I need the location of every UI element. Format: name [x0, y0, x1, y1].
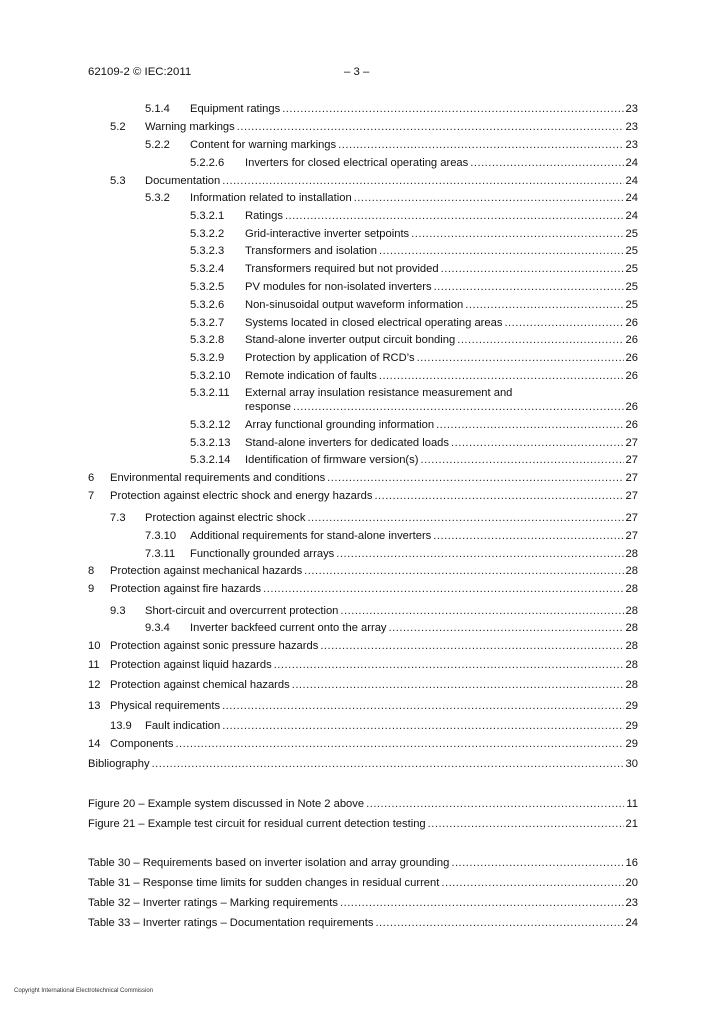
toc-entry[interactable]: [88, 488, 638, 504]
toc-entry-page: 23: [625, 139, 638, 151]
toc-entry-page: 29: [625, 720, 638, 732]
toc-entry-title: Content for warning markings: [190, 139, 337, 151]
leader-dots: [433, 528, 623, 544]
toc-entry-number: 5.3.2.8: [190, 334, 225, 346]
toc-entry-title: Warning markings: [145, 121, 235, 133]
leader-dots: [504, 315, 623, 331]
leader-dots: [237, 119, 624, 135]
toc-entry[interactable]: [145, 137, 638, 153]
toc-entry-title: Grid-interactive inverter setpoints: [245, 228, 410, 240]
leader-dots: [465, 297, 623, 313]
leader-dots: [320, 638, 623, 654]
toc-entry-number: 10: [88, 640, 101, 652]
toc-entry[interactable]: [110, 718, 638, 734]
toc-entry-page: 29: [625, 700, 638, 712]
toc-entry[interactable]: [110, 510, 638, 526]
toc-entry-page: 27: [625, 512, 638, 524]
leader-dots: [441, 875, 623, 891]
leader-dots: [263, 581, 623, 597]
toc-entry-page: 26: [625, 419, 638, 431]
toc-entry-page: 28: [625, 622, 638, 634]
toc-entry-page: 26: [625, 317, 638, 329]
leader-dots: [175, 736, 623, 752]
toc-entry-page: 28: [625, 583, 638, 595]
leader-dots: [411, 226, 623, 242]
toc-entry-number: 5.3.2.6: [190, 299, 225, 311]
toc-entry-title: Protection against sonic pressure hazards: [110, 640, 319, 652]
toc-entry-page: 30: [625, 758, 638, 770]
toc-entry[interactable]: [88, 563, 638, 579]
toc-entry-page: 24: [625, 210, 638, 222]
toc-entry-title: Figure 20 – Example system discussed in Note 2 above: [88, 798, 365, 810]
leader-dots: [340, 895, 624, 911]
leader-dots: [366, 796, 624, 812]
toc-entry-number: 8: [88, 565, 95, 577]
leader-dots: [152, 756, 624, 772]
toc-entry-title: Transformers and isolation: [245, 245, 378, 257]
toc-entry-title: Documentation: [145, 175, 221, 187]
toc-entry-number: 6: [88, 472, 95, 484]
toc-entry-title: Functionally grounded arrays: [190, 548, 335, 560]
toc-entry-page: 24: [625, 917, 638, 929]
toc-entry[interactable]: [190, 435, 638, 451]
toc-entry[interactable]: [88, 915, 638, 931]
toc-entry-number: 11: [88, 659, 100, 671]
toc-entry-title: Components: [110, 738, 174, 750]
toc-entry-page: 16: [625, 857, 638, 869]
toc-entry[interactable]: [145, 528, 638, 544]
toc-entry-page: 28: [625, 640, 638, 652]
document-id: 62109-2 © IEC:2011: [88, 66, 192, 78]
toc-entry-title: Physical requirements: [110, 700, 221, 712]
toc-entry-page: 27: [625, 437, 638, 449]
toc-entry-number: 5.2.2.6: [190, 157, 225, 169]
toc-entry-number: 9: [88, 583, 95, 595]
toc-entry-page: 20: [625, 877, 638, 889]
toc-entry-number: 5.3.2.7: [190, 317, 225, 329]
toc-entry-number: 14: [88, 738, 101, 750]
toc-entry-number: 7.3.10: [145, 530, 177, 542]
toc-entry-title: response: [245, 401, 292, 413]
leader-dots: [340, 603, 623, 619]
toc-entry-page: 27: [625, 454, 638, 466]
toc-entry[interactable]: [88, 698, 638, 714]
leader-dots: [336, 546, 623, 562]
toc-entry-page: 26: [625, 334, 638, 346]
toc-entry[interactable]: [190, 452, 638, 468]
toc-entry-number: 13: [88, 700, 101, 712]
toc-entry-title: Protection against electric shock: [145, 512, 306, 524]
toc-entry[interactable]: [110, 173, 638, 189]
toc-entry-title: Remote indication of faults: [245, 370, 377, 382]
toc-entry-page: 23: [625, 121, 638, 133]
toc-entry-page: 25: [625, 263, 638, 275]
toc-entry[interactable]: [88, 816, 638, 832]
toc-entry-number: 5.3.2.2: [190, 228, 225, 240]
leader-dots: [451, 435, 624, 451]
toc-entry-page: 26: [625, 401, 638, 413]
toc-entry-title: Array functional grounding information: [245, 419, 435, 431]
toc-entry-number: 7.3: [110, 512, 126, 524]
toc-entry-number: 5.3.2.5: [190, 281, 225, 293]
leader-dots: [389, 620, 624, 636]
leader-dots: [293, 399, 624, 415]
leader-dots: [457, 332, 623, 348]
toc-entry-title: Equipment ratings: [190, 103, 281, 115]
toc-entry-title: Protection against electric shock and energy hazards: [110, 490, 373, 502]
toc-entry-title: Information related to installation: [190, 192, 352, 204]
toc-entry-title: Protection against mechanical hazards: [110, 565, 303, 577]
toc-entry[interactable]: [190, 297, 638, 313]
toc-entry-page: 28: [625, 565, 638, 577]
toc-entry-number: 5.1.4: [145, 103, 170, 115]
toc-entry[interactable]: [88, 638, 638, 654]
toc-entry-number: 5.3.2.1: [190, 210, 225, 222]
toc-entry-number: 5.3.2.3: [190, 245, 225, 257]
leader-dots: [436, 417, 623, 433]
leader-dots: [374, 488, 623, 504]
toc-entry-number: 12: [88, 679, 101, 691]
toc-entry-title: Environmental requirements and conditions: [110, 472, 326, 484]
toc-entry[interactable]: [88, 581, 638, 597]
toc-entry-page: 28: [625, 679, 638, 691]
toc-entry-number: 13.9: [110, 720, 132, 732]
toc-entry-number: 5.3.2: [145, 192, 170, 204]
toc-entry-page: 23: [625, 103, 638, 115]
leader-dots: [451, 855, 623, 871]
leader-dots: [282, 101, 623, 117]
toc-entry-title: Systems located in closed electrical operating areas: [245, 317, 503, 329]
toc-entry-page: 11: [626, 798, 638, 810]
toc-entry[interactable]: [110, 603, 638, 619]
leader-dots: [354, 190, 624, 206]
toc-entry-page: 26: [625, 352, 638, 364]
toc-entry-title: Table 33 – Inverter ratings – Documentation requirements: [88, 917, 374, 929]
toc-entry-number: 5.3: [110, 175, 126, 187]
toc-entry[interactable]: [88, 796, 638, 812]
toc-entry[interactable]: [88, 756, 638, 772]
toc-entry[interactable]: [110, 119, 638, 135]
toc-entry-title: Table 31 – Response time limits for sudden changes in residual current: [88, 877, 440, 889]
toc-entry-number: 5.2.2: [145, 139, 170, 151]
toc-entry[interactable]: [88, 677, 638, 693]
leader-dots: [428, 816, 624, 832]
toc-entry-page: 24: [625, 175, 638, 187]
leader-dots: [222, 718, 623, 734]
leader-dots: [222, 698, 623, 714]
toc-entry-title: Stand-alone inverter output circuit bonding: [245, 334, 456, 346]
toc-entry-number: 7.3.11: [145, 548, 176, 560]
leader-dots: [441, 261, 624, 277]
toc-entry[interactable]: [88, 657, 638, 673]
toc-entry-number: 5.3.2.11: [190, 387, 230, 399]
toc-entry-page: 28: [625, 659, 638, 671]
toc-entry-page: 23: [625, 897, 638, 909]
toc-entry-title: Protection by application of RCD’s: [245, 352, 415, 364]
toc-entry-number: 5.3.2.12: [190, 419, 231, 431]
toc-entry[interactable]: [190, 208, 638, 224]
leader-dots: [470, 155, 623, 171]
leader-dots: [274, 657, 624, 673]
leader-dots: [420, 452, 623, 468]
toc-entry-page: 26: [625, 370, 638, 382]
toc-entry-number: 5.3.2.9: [190, 352, 225, 364]
toc-entry-page: 27: [625, 490, 638, 502]
leader-dots: [307, 510, 623, 526]
toc-entry-number: 5.3.2.14: [190, 454, 231, 466]
toc-entry[interactable]: [190, 350, 638, 366]
toc-entry[interactable]: [245, 399, 638, 415]
toc-entry-page: 24: [625, 157, 638, 169]
toc-entry-page: 25: [625, 228, 638, 240]
toc-entry-title: Table 32 – Inverter ratings – Marking requirements: [88, 897, 338, 909]
toc-entry[interactable]: [190, 243, 638, 259]
toc-entry[interactable]: [190, 155, 638, 171]
toc-entry[interactable]: [190, 368, 638, 384]
leader-dots: [417, 350, 624, 366]
toc-entry[interactable]: [88, 855, 638, 871]
toc-entry-title: Additional requirements for stand-alone inverters: [190, 530, 432, 542]
toc-entry-title: Fault indication: [145, 720, 221, 732]
toc-entry[interactable]: [145, 101, 638, 117]
toc-entry-title: Ratings: [245, 210, 283, 222]
toc-entry-title: Inverter backfeed current onto the array: [190, 622, 387, 634]
toc-entry-page: 28: [625, 605, 638, 617]
leader-dots: [304, 563, 623, 579]
toc-entry[interactable]: [145, 546, 638, 562]
toc-entry-title: Transformers required but not provided: [245, 263, 439, 275]
leader-dots: [292, 677, 624, 693]
page-number: – 3 –: [344, 66, 370, 78]
toc-entry[interactable]: [190, 226, 638, 242]
toc-entry-title: Bibliography: [88, 758, 150, 770]
toc-entry-number: 9.3: [110, 605, 126, 617]
toc-entry[interactable]: [88, 895, 638, 911]
leader-dots: [327, 470, 623, 486]
toc-entry-title: External array insulation resistance measurement and: [245, 387, 513, 399]
toc-entry-title: Protection against chemical hazards: [110, 679, 290, 691]
toc-entry[interactable]: [88, 875, 638, 891]
toc-entry[interactable]: [190, 315, 638, 331]
toc-entry-number: 7: [88, 490, 95, 502]
toc-entry-title: Protection against fire hazards: [110, 583, 262, 595]
toc-entry-title: Non-sinusoidal output waveform information: [245, 299, 464, 311]
toc-entry-page: 27: [625, 530, 638, 542]
toc-entry-number: 5.3.2.13: [190, 437, 231, 449]
toc-entry-page: 25: [625, 299, 638, 311]
toc-entry[interactable]: [88, 470, 638, 486]
toc-entry-title: Figure 21 – Example test circuit for residual current detection testing: [88, 818, 426, 830]
toc-entry-title: Stand-alone inverters for dedicated loads: [245, 437, 449, 449]
toc-entry-page: 21: [625, 818, 638, 830]
toc-entry-page: 28: [625, 548, 638, 560]
leader-dots: [285, 208, 624, 224]
toc-entry[interactable]: [145, 190, 638, 206]
toc-entry-title: PV modules for non-isolated inverters: [245, 281, 432, 293]
toc-entry[interactable]: [88, 736, 638, 752]
toc-entry-page: 27: [625, 472, 638, 484]
toc-entry-page: 24: [625, 192, 638, 204]
toc-entry-number: 5.2: [110, 121, 126, 133]
leader-dots: [222, 173, 623, 189]
toc-entry[interactable]: [190, 261, 638, 277]
leader-dots: [379, 243, 624, 259]
toc-entry-title: Short-circuit and overcurrent protection: [145, 605, 339, 617]
copyright-notice: Copyright International Electrotechnical Commission: [14, 988, 154, 994]
toc-entry-page: 25: [625, 281, 638, 293]
leader-dots: [338, 137, 623, 153]
toc-entry[interactable]: [145, 620, 638, 636]
toc-entry[interactable]: [190, 332, 638, 348]
toc-entry-page: 29: [625, 738, 638, 750]
leader-dots: [379, 368, 624, 384]
toc-entry-number: 5.3.2.4: [190, 263, 225, 275]
toc-entry-title: Table 30 – Requirements based on inverter isolation and array grounding: [88, 857, 450, 869]
toc-entry-number: 9.3.4: [145, 622, 170, 634]
leader-dots: [375, 915, 623, 931]
toc-entry-title: Identification of firmware version(s): [245, 454, 419, 466]
toc-entry-title: Protection against liquid hazards: [110, 659, 272, 671]
toc-entry[interactable]: [190, 279, 638, 295]
toc-entry-number: 5.3.2.10: [190, 370, 231, 382]
toc-entry-title: Inverters for closed electrical operating areas: [245, 157, 469, 169]
toc-entry-page: 25: [625, 245, 638, 257]
leader-dots: [434, 279, 624, 295]
toc-entry[interactable]: [190, 417, 638, 433]
